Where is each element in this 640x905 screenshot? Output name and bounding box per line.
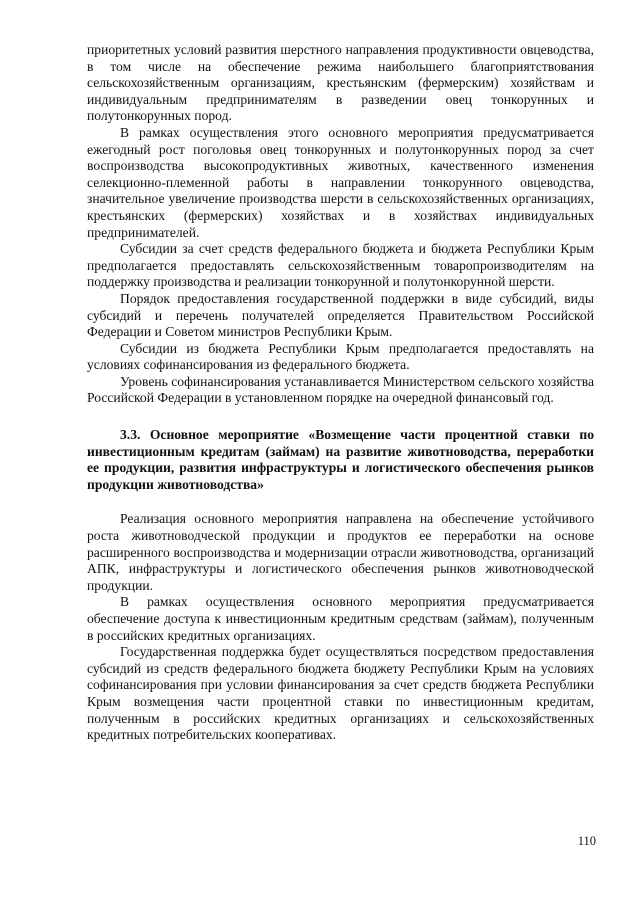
paragraph-support-procedure: Порядок предоставления государственной поддержки в виде субсидий, виды субсидий и перечень получателей определяется Правительством Российской Федерации и Советом министров Республики Крым. — [87, 290, 594, 340]
section-heading: 3.3. Основное мероприятие «Возмещение части процентной ставки по инвестиционным кредитам (займам) на развитие животноводства, переработки ее продукции, развития инфраструктуры и логистического обеспечения рынков продукции животноводства» — [87, 427, 594, 492]
page-number: 110 — [577, 834, 596, 848]
spacer — [87, 407, 594, 427]
paragraph-continuation: приоритетных условий развития шерстного направления продуктивности овцеводства, в том числе на обеспечение режима наибольшего благоприятствования сельскохозяйственным организациям, крестьянским (фермерским) хозяйствам и индивидуальным предпринимателям в разведении овец тонкорунных и полутонкорунных пород. — [87, 42, 594, 124]
document-page — [87, 42, 594, 744]
paragraph-state-support: Государственная поддержка будет осуществляться посредством предоставления субсидий из средств федерального бюджета бюджету Республики Крым на условиях софинансирования при условии финансирования за счет средств бюджета Республики Крым возмещения части процентной ставки по инвестиционным кредитам, полученным в российских кредитных организациях и сельскохозяйственных кредитных потребительских кооперативах. — [87, 644, 594, 743]
paragraph-implementation: Реализация основного мероприятия направлена на обеспечение устойчивого роста животноводческой продукции и продуктов ее переработки на основе расширенного воспроизводства и модернизации отрасли животноводства, организаций АПК, инфраструктуры и логистического обеспечения рынков животноводческой продукции. — [87, 511, 594, 593]
paragraph-cofinancing-level: Уровень софинансирования устанавливается Министерством сельского хозяйства Российской Федерации в установленном порядке на очередной финансовый год. — [87, 373, 594, 406]
spacer — [87, 493, 594, 511]
paragraph-cofinancing: Субсидии из бюджета Республики Крым предполагается предоставлять на условиях софинансирования из федерального бюджета. — [87, 340, 594, 373]
paragraph-credit-access: В рамках осуществления основного мероприятия предусматривается обеспечение доступа к инвестиционным кредитным средствам (займам), полученным в российских кредитных организациях. — [87, 594, 594, 643]
paragraph-breeding-growth: В рамках осуществления этого основного мероприятия предусматривается ежегодный рост поголовья овец тонкорунных и полутонкорунных пород за счет воспроизводства высокопродуктивных животных, качественного изменения селекционно-племенной работы в направлении тонкорунного овцеводства, значительное увеличение производства шерсти в сельскохозяйственных организациях, крестьянских (фермерских) хозяйствах и в хозяйствах индивидуальных предпринимателей. — [87, 124, 594, 240]
paragraph-subsidies-wool: Субсидии за счет средств федерального бюджета и бюджета Республики Крым предполагается предоставлять сельскохозяйственным товаропроизводителям на поддержку производства и реализации тонкорунной и полутонкорунной шерсти. — [87, 241, 594, 290]
